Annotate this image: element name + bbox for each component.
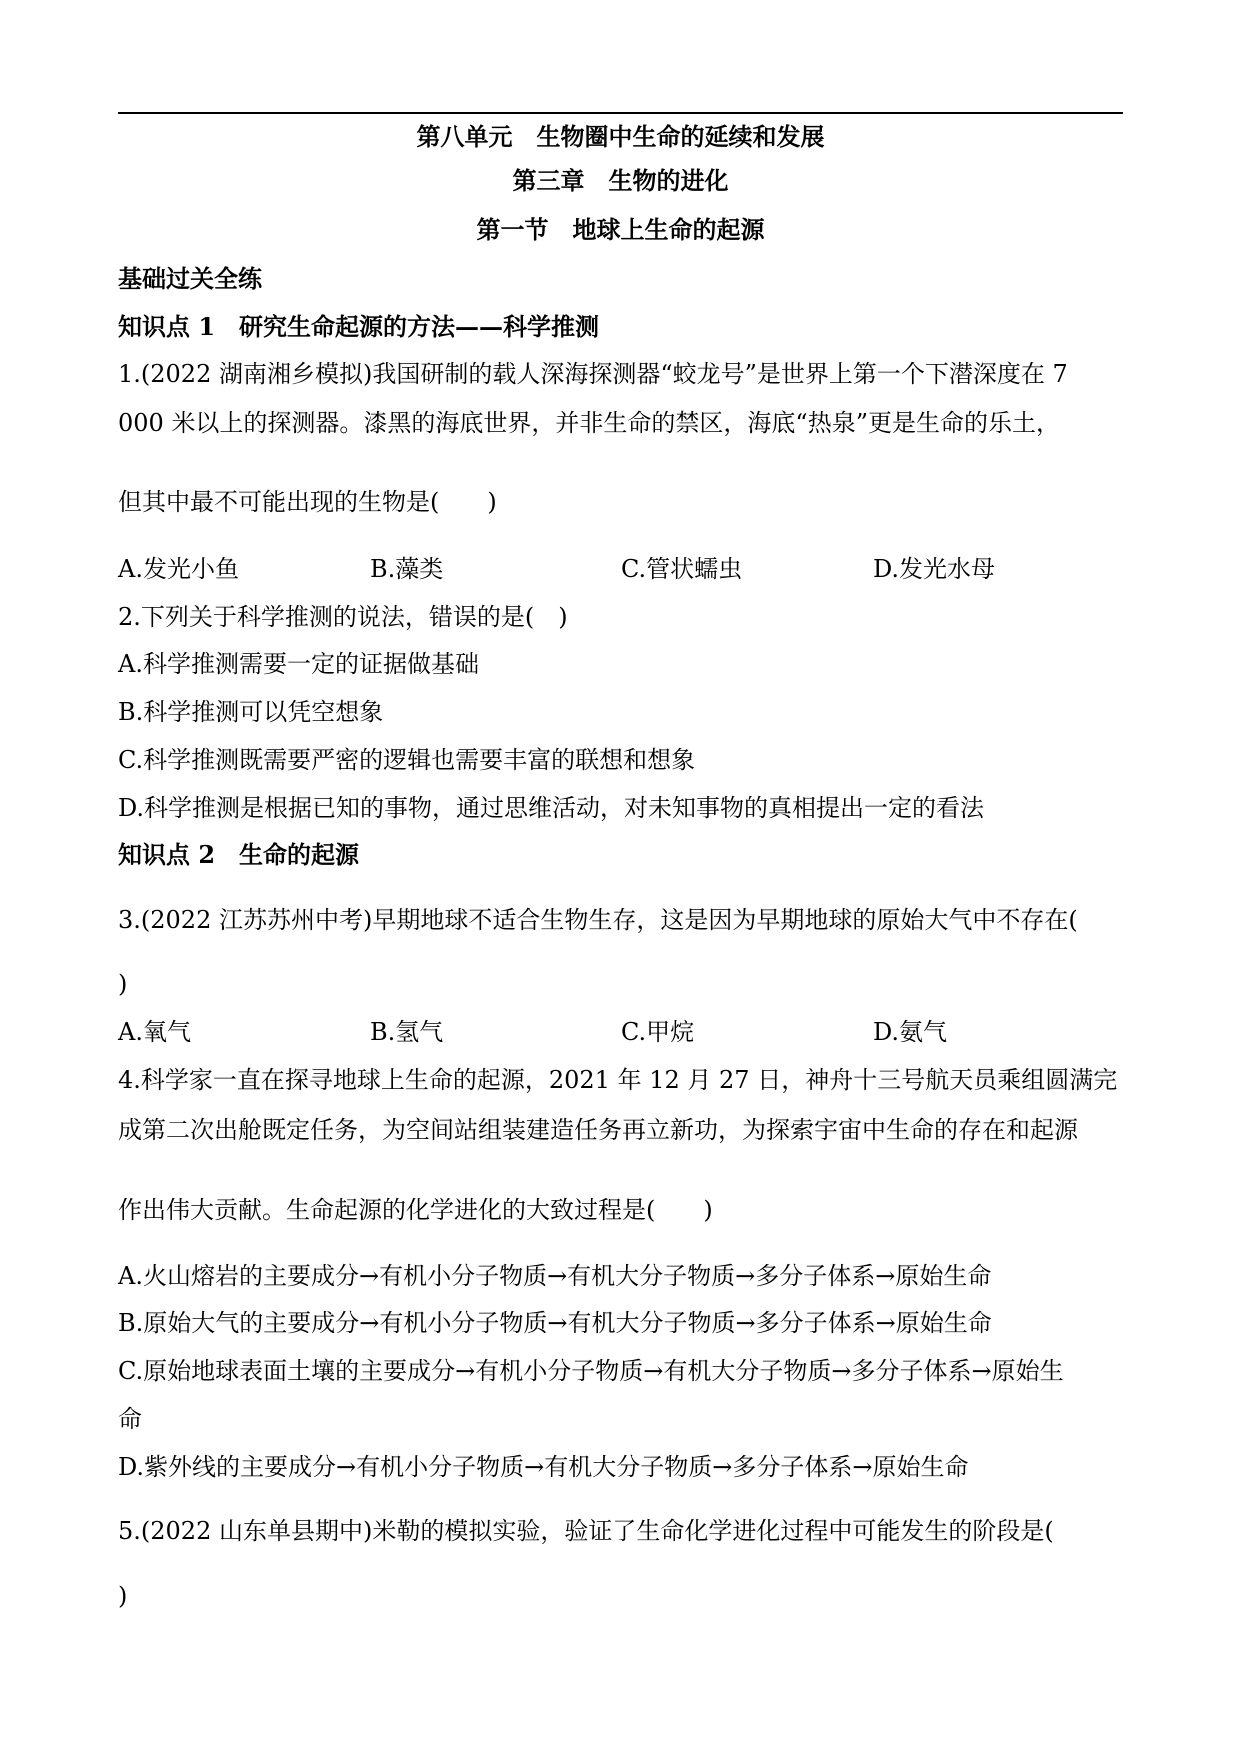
question-4-option-d: D.紫外线的主要成分→有机小分子物质→有机大分子物质→多分子体系→原始生命 [118, 1453, 969, 1481]
question-3-option-b: B.氢气 [370, 1018, 444, 1046]
question-1-line-1: 1.(2022 湖南湘乡模拟)我国研制的载人深海探测器“蛟龙号”是世界上第一个下潜深度在 7 [118, 360, 1068, 388]
top-rule [118, 112, 1123, 114]
unit-title: 第八单元 生物圈中生命的延续和发展 [416, 122, 825, 151]
question-1-option-c: C.管状蠕虫 [621, 555, 743, 583]
question-4-option-a: A.火山熔岩的主要成分→有机小分子物质→有机大分子物质→多分子体系→原始生命 [118, 1262, 992, 1290]
question-4-option-c-continued: 命 [118, 1405, 142, 1433]
question-3-option-c: C.甲烷 [621, 1018, 695, 1046]
question-4-line-3: 作出伟大贡献。生命起源的化学进化的大致过程是( ) [118, 1196, 713, 1224]
question-4-option-b: B.原始大气的主要成分→有机小分子物质→有机大分子物质→多分子体系→原始生命 [118, 1309, 992, 1337]
question-2-option-a: A.科学推测需要一定的证据做基础 [118, 650, 479, 678]
question-5-line-1: 5.(2022 山东单县期中)米勒的模拟实验，验证了生命化学进化过程中可能发生的阶段是( [118, 1517, 1054, 1545]
exercise-heading: 基础过关全练 [118, 264, 262, 293]
question-3-line-2: ) [118, 970, 128, 998]
question-2-option-c: C.科学推测既需要严密的逻辑也需要丰富的联想和想象 [118, 746, 696, 774]
question-1-option-a: A.发光小鱼 [118, 555, 239, 583]
question-3-option-d: D.氨气 [873, 1018, 948, 1046]
section-title: 第一节 地球上生命的起源 [476, 215, 765, 244]
question-1-line-2: 000 米以上的探测器。漆黑的海底世界，并非生命的禁区，海底“热泉”更是生命的乐土， [118, 409, 1060, 437]
question-2-option-b: B.科学推测可以凭空想象 [118, 698, 384, 726]
chapter-title: 第三章 生物的进化 [512, 166, 729, 195]
question-4-line-1: 4.科学家一直在探寻地球上生命的起源，2021 年 12 月 27 日，神舟十三号航天员乘组圆满完 [118, 1066, 1118, 1094]
question-4-line-2: 成第二次出舱既定任务，为空间站组装建造任务再立新功，为探索宇宙中生命的存在和起源 [118, 1116, 1078, 1144]
knowledge-point-1: 知识点 1 研究生命起源的方法——科学推测 [118, 312, 600, 341]
question-1-line-3: 但其中最不可能出现的生物是( ) [118, 488, 497, 516]
knowledge-point-2: 知识点 2 生命的起源 [118, 840, 360, 869]
question-1-option-b: B.藻类 [370, 555, 444, 583]
question-3-line-1: 3.(2022 江苏苏州中考)早期地球不适合生物生存，这是因为早期地球的原始大气中不存在( [118, 906, 1078, 934]
question-5-line-2: ) [118, 1582, 128, 1610]
question-2-line-1: 2.下列关于科学推测的说法，错误的是( ) [118, 603, 568, 631]
question-1-option-d: D.发光水母 [873, 555, 996, 583]
question-2-option-d: D.科学推测是根据已知的事物，通过思维活动，对未知事物的真相提出一定的看法 [118, 794, 985, 822]
question-4-option-c: C.原始地球表面土壤的主要成分→有机小分子物质→有机大分子物质→多分子体系→原始生 [118, 1357, 1064, 1385]
question-3-option-a: A.氧气 [118, 1018, 191, 1046]
